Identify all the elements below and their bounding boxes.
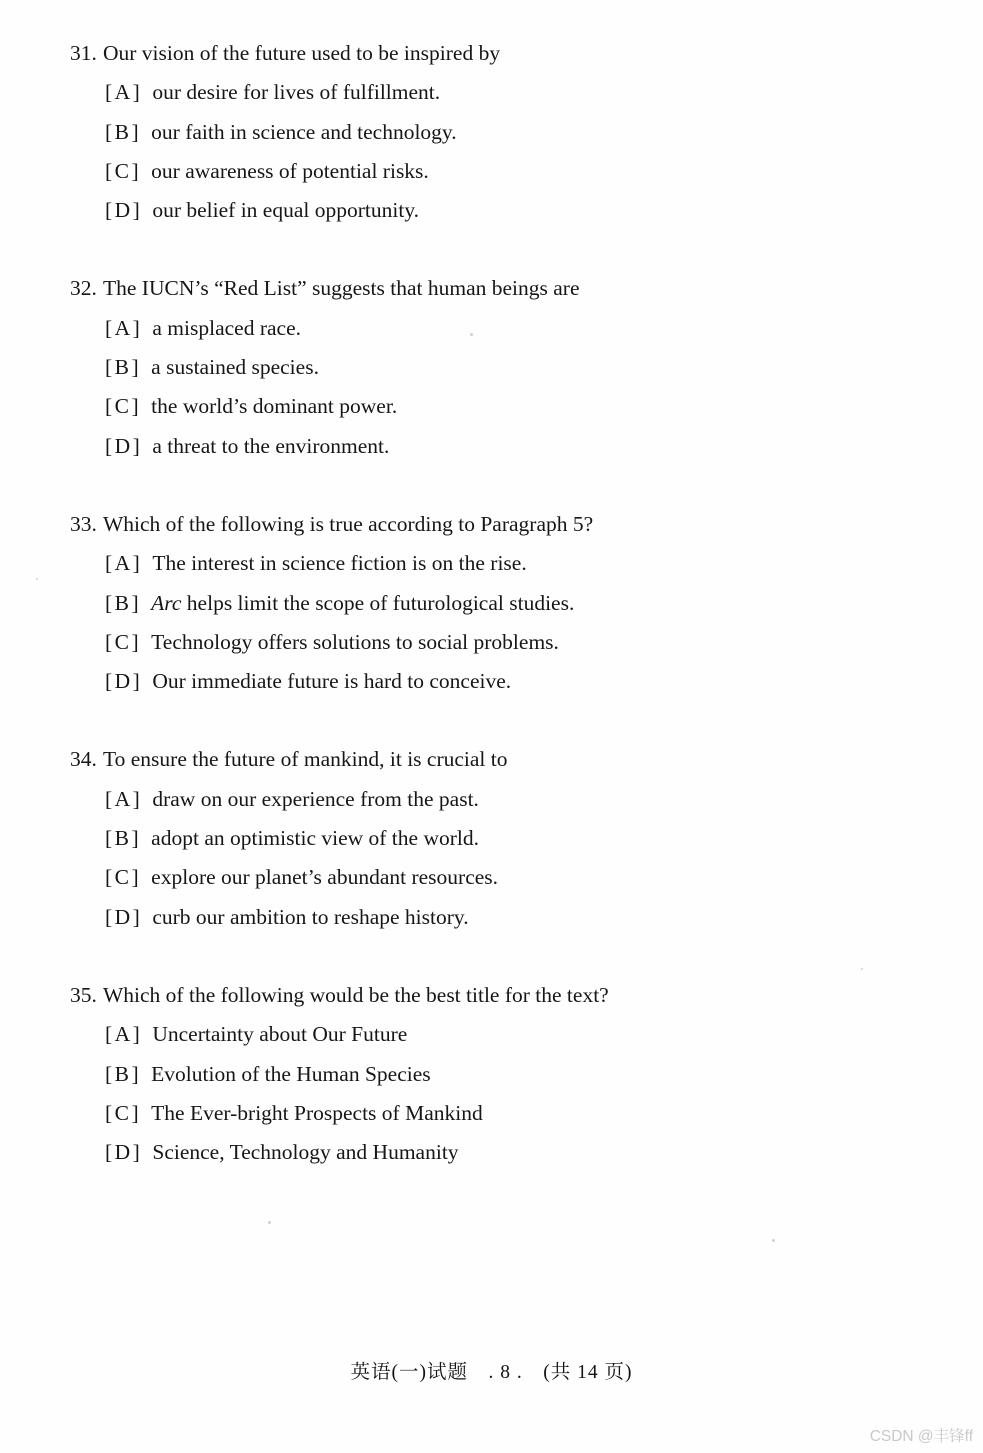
option-text-main: Science, Technology and Humanity [152,1140,459,1165]
option-label: [A] [105,551,143,576]
scan-speck [36,578,38,580]
question-stem-row [70,269,943,308]
option-row [70,1133,943,1172]
option-text [151,1101,483,1125]
question-stem: Our vision of the future used to be inspired by [103,41,501,65]
watermark: CSDN @丰锋ff [869,1428,973,1445]
question-33 [70,505,943,701]
option-label: [D] [105,198,143,223]
option-label: [B] [105,590,142,615]
option-row [70,309,943,348]
option-text-main: a sustained species. [151,355,319,380]
option-text-main: a misplaced race. [152,315,301,340]
option-text [151,120,456,144]
option-text [152,434,389,458]
scan-speck [861,968,863,970]
option-text-main: The Ever-bright Prospects of Mankind [151,1100,483,1125]
scan-speck [268,1221,271,1224]
question-number: 34. [70,747,97,772]
option-row [70,348,943,387]
question-stem: Which of the following would be the best title for the text? [103,982,609,1007]
option-row [70,1055,943,1094]
option-text [152,316,301,340]
option-text-main: Uncertainty about Our Future [152,1022,408,1047]
question-stem-row [70,740,943,779]
option-row [70,1015,943,1054]
option-row [70,152,943,191]
option-row [70,819,943,858]
question-stem: To ensure the future of mankind, it is crucial to [103,747,508,772]
option-row [70,662,943,701]
option-row [70,387,943,426]
question-number: 35. [70,982,97,1007]
option-row [70,780,943,819]
option-label: [D] [105,904,143,929]
question-31 [70,34,943,230]
option-label: [B] [105,355,142,380]
option-text-main: The interest in science fiction is on the rise. [152,551,527,576]
option-label: [C] [105,158,142,183]
question-32 [70,269,943,465]
option-label: [B] [105,1061,142,1086]
option-text-main: the world’s dominant power. [151,394,398,419]
option-text [151,591,574,615]
option-text [152,905,468,929]
option-label: [A] [105,786,143,811]
option-text [152,669,511,693]
option-text [151,355,319,379]
option-text-main: explore our planet’s abundant resources. [151,865,499,890]
option-text-main: our awareness of potential risks. [151,158,429,183]
option-text-main: our faith in science and technology. [151,119,457,144]
option-row [70,544,943,583]
option-text [152,1022,407,1046]
option-text-main: Our immediate future is hard to conceive. [152,669,512,694]
option-text [151,826,479,850]
option-italic: Arc [151,590,182,615]
question-stem: Which of the following is true according to Paragraph 5? [103,511,594,536]
option-text [152,787,479,811]
option-label: [C] [105,629,142,654]
option-label: [D] [105,433,143,458]
option-row [70,191,943,230]
option-label: [A] [105,315,143,340]
option-text-main: helps limit the scope of futurological studies. [181,590,575,615]
option-row [70,898,943,937]
option-label: [C] [105,865,142,890]
option-row [70,427,943,466]
question-stem-row [70,505,943,544]
option-label: [B] [105,119,142,144]
option-text-main: Evolution of the Human Species [151,1061,431,1086]
question-number: 33. [70,511,97,536]
scan-speck [772,1239,775,1242]
option-row [70,1094,943,1133]
option-text-main: our desire for lives of fulfillment. [152,80,441,105]
option-text-main: our belief in equal opportunity. [152,198,420,223]
page-footer: 英语(一)试题 . 8 . (共 14 页) [350,1362,633,1383]
option-row [70,113,943,152]
option-text [152,1140,458,1164]
option-label: [D] [105,1140,143,1165]
option-text [151,394,397,418]
question-number: 31. [70,41,97,65]
questions-section [70,34,943,1211]
question-stem: The IUCN’s “Red List” suggests that human beings are [103,276,580,301]
option-row [70,73,943,112]
option-text [151,159,429,183]
question-number: 32. [70,276,97,301]
option-text [152,80,440,104]
option-text-main: a threat to the environment. [152,433,390,458]
option-text [152,551,526,575]
option-text-main: curb our ambition to reshape history. [152,904,469,929]
scan-speck [470,333,473,336]
option-label: [C] [105,394,142,419]
option-text [151,865,498,889]
option-text-main: adopt an optimistic view of the world. [151,826,479,851]
option-label: [C] [105,1100,142,1125]
option-text-main: draw on our experience from the past. [152,786,479,811]
option-label: [A] [105,80,143,105]
option-row [70,858,943,897]
option-row [70,584,943,623]
question-34 [70,740,943,936]
question-35 [70,976,943,1172]
question-stem-row [70,976,943,1015]
option-label: [D] [105,669,143,694]
option-text [151,1062,430,1086]
question-stem-row [70,34,943,73]
option-text [152,198,419,222]
option-text [151,630,559,654]
option-label: [A] [105,1022,143,1047]
option-label: [B] [105,826,142,851]
option-text-main: Technology offers solutions to social problems. [151,629,559,654]
option-row [70,623,943,662]
